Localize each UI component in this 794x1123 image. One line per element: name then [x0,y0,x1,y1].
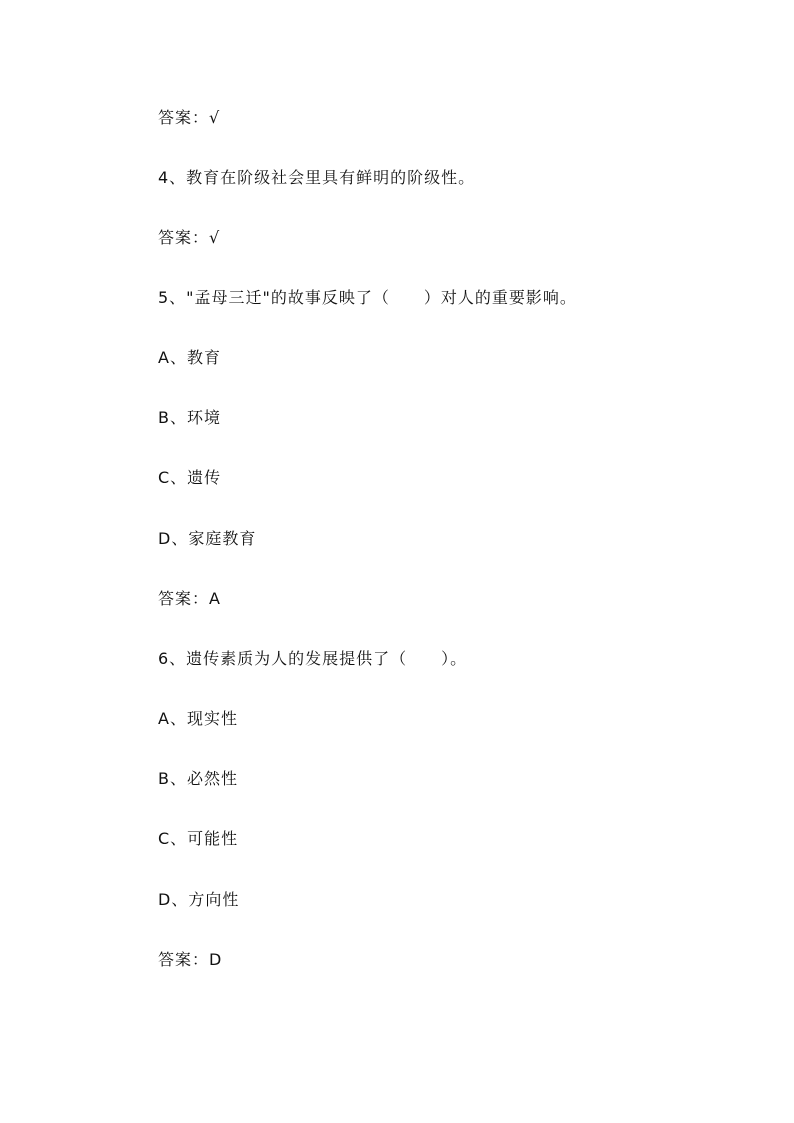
answer-line: 答案：D [158,950,223,969]
question-6: 6、遗传素质为人的发展提供了（ ）。 [158,649,468,668]
option-d: D、方向性 [158,890,240,909]
option-a: A、教育 [158,348,221,367]
option-b: B、必然性 [158,769,238,788]
question-5: 5、"孟母三迁"的故事反映了（ ）对人的重要影响。 [158,288,577,307]
option-c: C、可能性 [158,829,239,848]
option-c: C、遗传 [158,468,222,487]
option-b: B、环境 [158,408,221,427]
answer-line: 答案：√ [158,108,221,127]
option-d: D、家庭教育 [158,529,257,548]
answer-line: 答案：A [158,589,221,608]
option-a: A、现实性 [158,709,238,728]
answer-line: 答案：√ [158,228,221,247]
question-4: 4、教育在阶级社会里具有鲜明的阶级性。 [158,168,476,187]
